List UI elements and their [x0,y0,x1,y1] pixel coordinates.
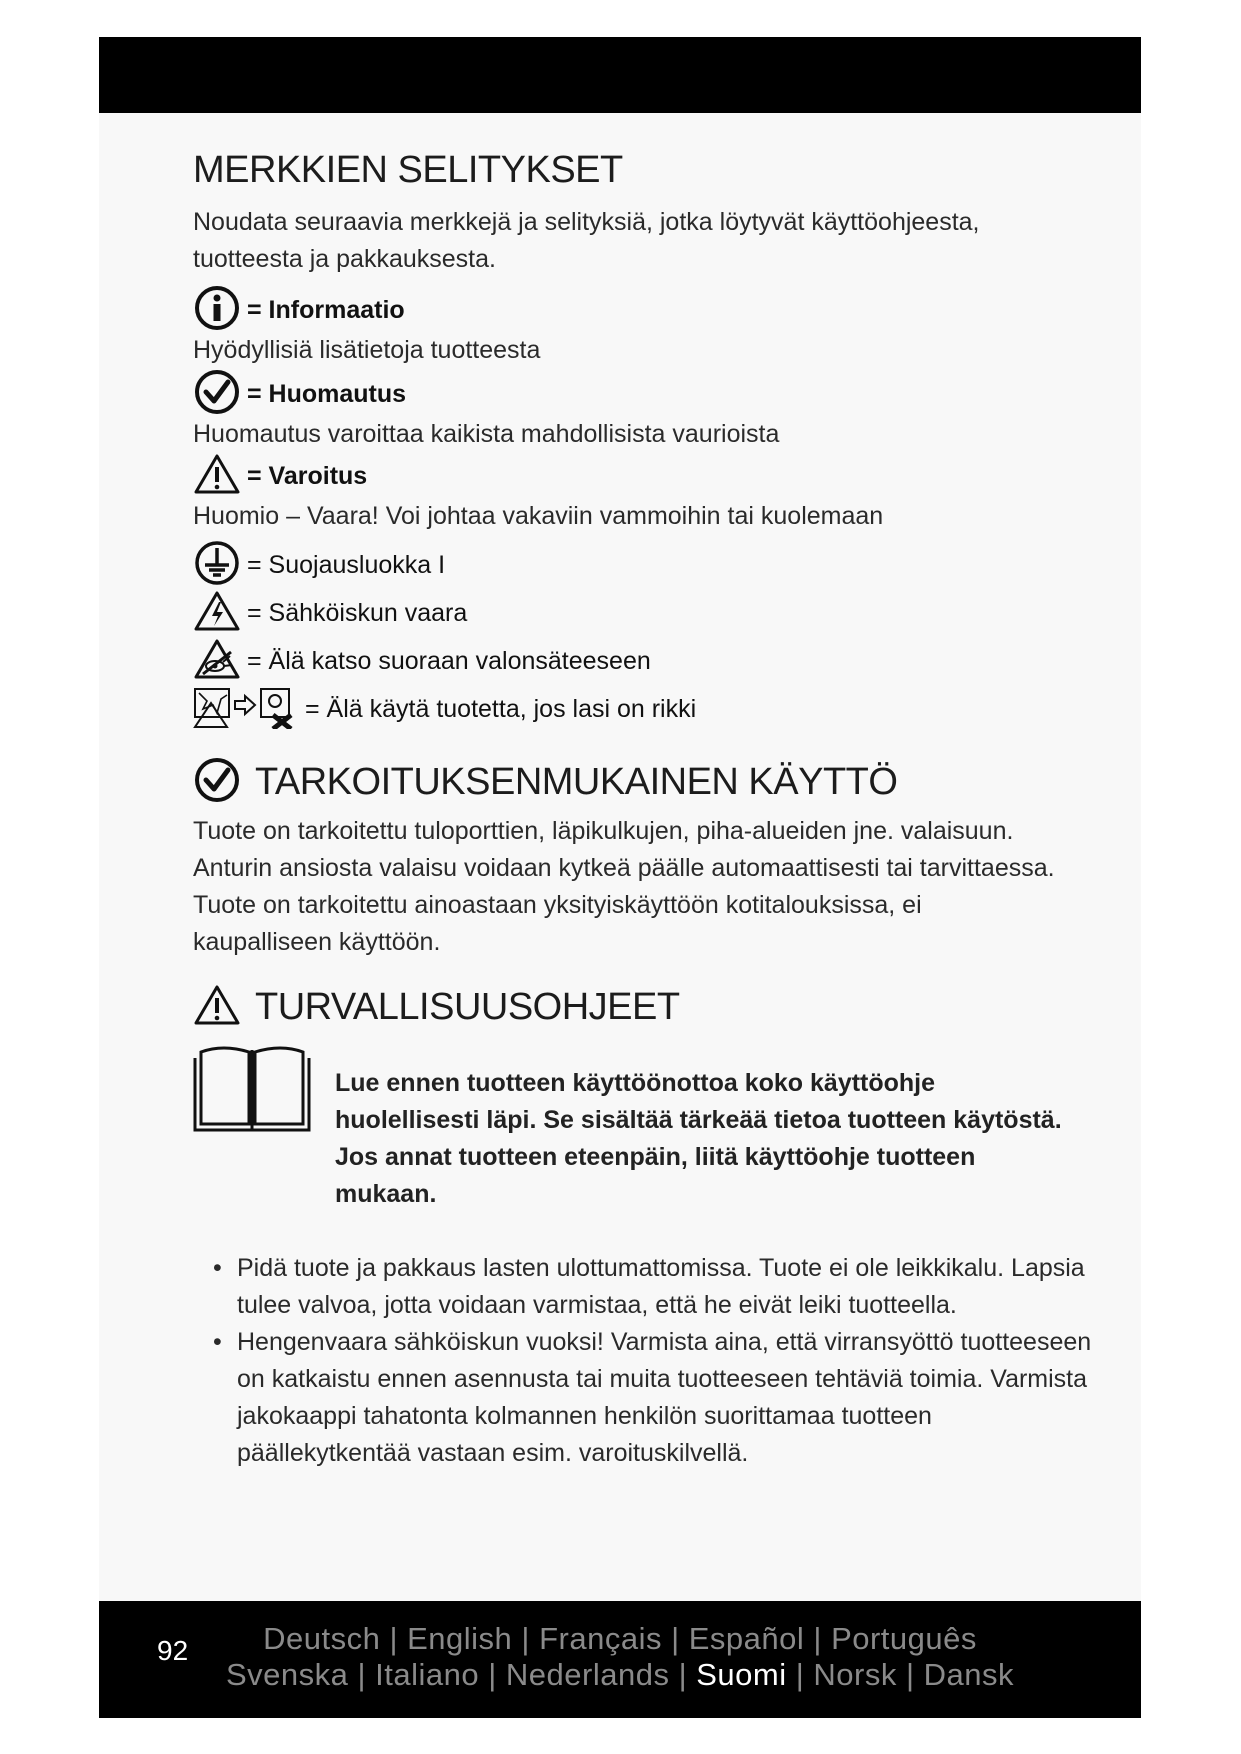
check-circle-icon [193,368,241,421]
protection-class-icon [193,539,241,592]
symbol-label: = Sähköiskun vaara [247,599,468,628]
language-separator: | [804,1621,832,1656]
section-title: TARKOITUKSENMUKAINEN KÄYTTÖ [255,760,898,803]
symbol-row-broken-glass [193,686,1073,734]
list-item: • Hengenvaara sähköiskun vuoksi! Varmista aina, että virransyöttö tuotteeseen on katkaistu ennen asennusta tai muita tuotteeseen tehtäviä toimia. Varmista jakokaappi tahatonta kolmannen henkilön suorittamaa tuotteen päällekytkentää vastaan esim. varoituskilvellä. [193,1324,1093,1472]
language-separator: | [479,1657,506,1692]
language-link-nederlands[interactable]: Nederlands [505,1657,670,1692]
page-title: MERKKIEN SELITYKSET [193,149,623,191]
language-separator: | [661,1621,689,1656]
open-book-icon [193,1040,311,1238]
symbol-label: = Informaatio [247,296,405,325]
safety-heading [193,983,1073,1032]
language-link-deutsch[interactable]: Deutsch [263,1621,381,1656]
warning-triangle-icon [193,452,241,501]
language-link-suomi[interactable]: Suomi [696,1657,787,1692]
language-separator: | [896,1657,924,1692]
symbol-row-info [193,290,1073,332]
info-circle-icon [193,284,241,337]
footer-bar [99,1601,1141,1718]
list-item: • Pidä tuote ja pakkaus lasten ulottumattomissa. Tuote ei ole leikkikalu. Lapsia tulee valvoa, jotta voidaan varmistaa, että he eivät leiki tuotteella. [193,1250,1093,1324]
section-title: TURVALLISUUSOHJEET [255,985,680,1028]
check-circle-icon [193,756,241,809]
language-link-português[interactable]: Português [831,1621,977,1656]
language-link-español[interactable]: Español [688,1621,805,1656]
language-separator: | [380,1621,408,1656]
symbol-label: = Älä katso suoraan valonsäteeseen [247,647,651,676]
no-stare-light-icon [193,637,241,686]
read-manual-text: Lue ennen tuotteen käyttöönottoa koko käyttöohje huolellisesti läpi. Se sisältää tärkeää tietoa tuotteen käytöstä. Jos annat tuotteen eteenpäin, liitä käyttöohje tuotteen mukaan. [335,1068,1062,1208]
symbol-description: Huomautus varoittaa kaikista mahdollisista vaurioista [193,419,780,448]
broken-glass-icon [193,685,299,734]
top-black-bar [99,37,1141,113]
intro-text: Noudata seuraavia merkkejä ja selityksiä, jotka löytyvät käyttöohjeesta, tuotteesta ja pakkauksesta. [193,207,980,273]
language-separator: | [669,1657,697,1692]
language-link-svenska[interactable]: Svenska [225,1657,349,1692]
symbol-label: = Älä käytä tuotetta, jos lasi on rikki [305,695,697,724]
symbol-label: = Suojausluokka I [247,551,446,580]
intended-use-text-2: Tuote on tarkoitettu ainoastaan yksityiskäyttöön kotitalouksissa, ei kaupalliseen käyttöön. [193,890,922,956]
symbol-row-warning [193,456,1073,498]
read-manual-block [193,1040,1073,1238]
symbol-row-no-stare [193,638,1073,686]
language-separator: | [512,1621,540,1656]
language-line-1 [99,1621,1141,1657]
page-number: 92 [157,1635,189,1666]
language-link-français[interactable]: Français [539,1621,662,1656]
intended-use-text-1: Tuote on tarkoitettu tuloporttien, läpikulkujen, piha-alueiden jne. valaisuun. Anturin ansiosta valaisu voidaan kytkeä päälle automaattisesti tai tarvittaessa. [193,816,1055,882]
warning-triangle-icon [193,983,241,1032]
symbol-label: = Huomautus [247,380,407,409]
language-separator: | [786,1657,814,1692]
symbol-row-note [193,374,1073,416]
language-link-dansk[interactable]: Dansk [923,1657,1015,1692]
language-line-2 [99,1657,1141,1693]
language-link-english[interactable]: English [407,1621,513,1656]
language-separator: | [348,1657,376,1692]
electric-shock-icon [193,589,241,638]
language-link-norsk[interactable]: Norsk [813,1657,897,1692]
symbol-description: Huomio – Vaara! Voi johtaa vakaviin vammoihin tai kuolemaan [193,501,884,530]
language-link-italiano[interactable]: Italiano [375,1657,480,1692]
symbol-row-protection-class [193,542,1073,590]
symbol-label: = Varoitus [247,462,368,491]
safety-bullet-list [193,1250,1093,1472]
intended-use-heading [193,756,1073,809]
page-content [193,149,1092,1472]
symbol-row-electric-shock [193,590,1073,638]
symbol-description: Hyödyllisiä lisätietoja tuotteesta [193,335,541,364]
